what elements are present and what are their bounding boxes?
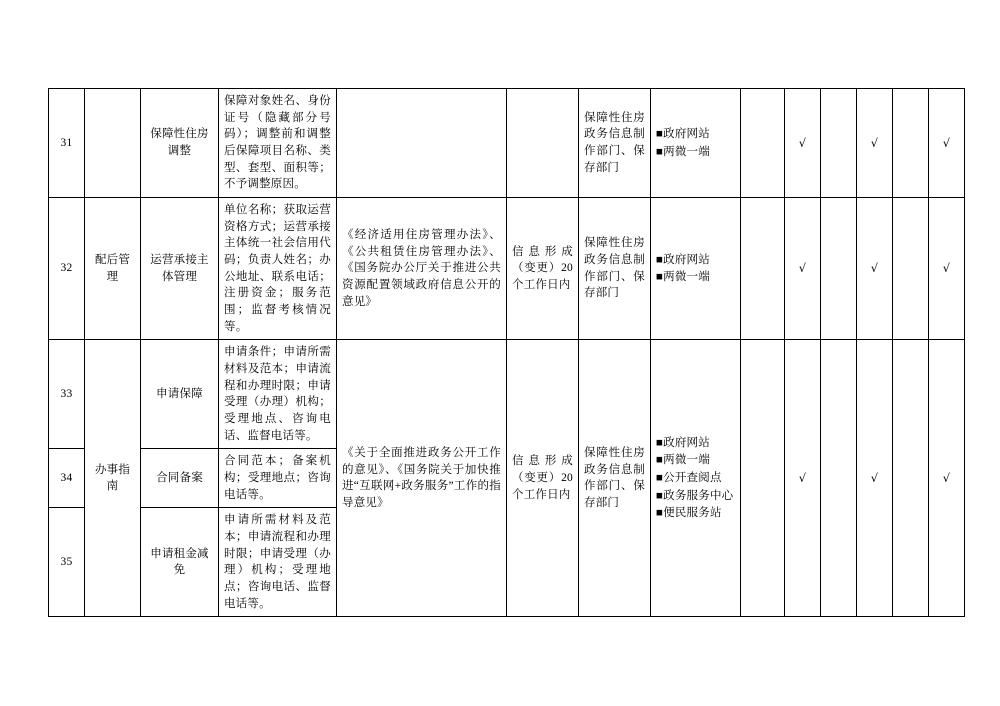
mark-cell: √	[857, 89, 893, 198]
channel-entry	[656, 488, 735, 505]
channel-label: 政府网站	[663, 253, 710, 266]
channel-entry	[656, 452, 735, 469]
mark-cell: √	[857, 340, 893, 617]
row-time: 信息形成（变更）20个工作日内	[507, 340, 579, 617]
channel-entry	[656, 435, 735, 452]
mark-cell	[741, 340, 785, 617]
bullet-icon: ■	[656, 454, 664, 467]
mark-cell	[741, 198, 785, 340]
bullet-icon: ■	[656, 253, 664, 266]
disclosure-table	[48, 88, 965, 617]
table-row	[49, 340, 965, 449]
bullet-icon: ■	[656, 271, 664, 284]
bullet-icon: ■	[656, 489, 664, 502]
row-category	[85, 89, 141, 198]
mark-cell: √	[785, 198, 821, 340]
row-content: 单位名称；获取运营资格方式；运营承接主体统一社会信用代码；负责人姓名；办公地址、联系电话；注册资金；服务范围；监督考核情况等。	[219, 198, 337, 340]
row-item: 运营承接主体管理	[141, 198, 219, 340]
row-channels	[651, 89, 741, 198]
row-item: 保障性住房调整	[141, 89, 219, 198]
row-department: 保障性住房政务信息制作部门、保存部门	[579, 340, 651, 617]
mark-cell	[893, 89, 929, 198]
row-content: 申请条件；申请所需材料及范本；申请流程和办理时限；申请受理（办理）机构；受理地点、咨询电话、监督电话等。	[219, 340, 337, 449]
channel-label: 政府网站	[663, 436, 710, 449]
row-basis	[337, 89, 507, 198]
table-row	[49, 198, 965, 340]
channel-entry	[656, 505, 735, 522]
table-row	[49, 89, 965, 198]
mark-cell	[821, 340, 857, 617]
row-number: 33	[49, 340, 85, 449]
row-number: 35	[49, 508, 85, 617]
mark-cell	[893, 198, 929, 340]
row-department: 保障性住房政务信息制作部门、保存部门	[579, 89, 651, 198]
row-content: 合同范本；备案机构；受理地点；咨询电话等。	[219, 449, 337, 508]
row-content: 申请所需材料及范本；申请流程和办理时限；申请受理（办理）机构；受理地点；咨询电话、监督电话等。	[219, 508, 337, 617]
channel-label: 两微一端	[663, 454, 710, 467]
channel-entry	[656, 470, 735, 487]
row-item: 合同备案	[141, 449, 219, 508]
mark-cell: √	[857, 198, 893, 340]
row-basis: 《经济适用住房管理办法》、《公共租赁住房管理办法》、《国务院办公厅关于推进公共资源配置领域政府信息公开的意见》	[337, 198, 507, 340]
bullet-icon: ■	[656, 145, 664, 158]
bullet-icon: ■	[656, 507, 664, 520]
channel-label: 政务服务中心	[663, 489, 734, 502]
mark-cell: √	[929, 198, 965, 340]
channel-label: 两微一端	[663, 145, 710, 158]
bullet-icon: ■	[656, 127, 664, 140]
channel-label: 公开查阅点	[663, 472, 722, 485]
mark-cell: √	[929, 340, 965, 617]
row-number: 34	[49, 449, 85, 508]
row-content: 保障对象姓名、身份证号（隐藏部分号码）；调整前和调整后保障项目名称、类型、套型、面积等；不予调整原因。	[219, 89, 337, 198]
mark-cell	[821, 89, 857, 198]
mark-cell: √	[929, 89, 965, 198]
row-item: 申请保障	[141, 340, 219, 449]
mark-cell	[821, 198, 857, 340]
row-number: 31	[49, 89, 85, 198]
row-basis: 《关于全面推进政务公开工作的意见》、《国务院关于加快推进“互联网+政务服务”工作的指导意见》	[337, 340, 507, 617]
row-time: 信息形成（变更）20个工作日内	[507, 198, 579, 340]
channel-entry	[656, 269, 735, 286]
channel-entry	[656, 144, 735, 161]
row-category: 配后管理	[85, 198, 141, 340]
mark-cell	[741, 89, 785, 198]
row-channels	[651, 340, 741, 617]
row-item: 申请租金减免	[141, 508, 219, 617]
bullet-icon: ■	[656, 472, 664, 485]
mark-cell: √	[785, 89, 821, 198]
channel-label: 两微一端	[663, 271, 710, 284]
channel-label: 政府网站	[663, 127, 710, 140]
row-number: 32	[49, 198, 85, 340]
channel-label: 便民服务站	[663, 507, 722, 520]
channel-entry	[656, 252, 735, 269]
row-category: 办事指南	[85, 340, 141, 617]
channel-entry	[656, 126, 735, 143]
bullet-icon: ■	[656, 436, 664, 449]
row-time	[507, 89, 579, 198]
mark-cell: √	[785, 340, 821, 617]
row-department: 保障性住房政务信息制作部门、保存部门	[579, 198, 651, 340]
row-channels	[651, 198, 741, 340]
mark-cell	[893, 340, 929, 617]
